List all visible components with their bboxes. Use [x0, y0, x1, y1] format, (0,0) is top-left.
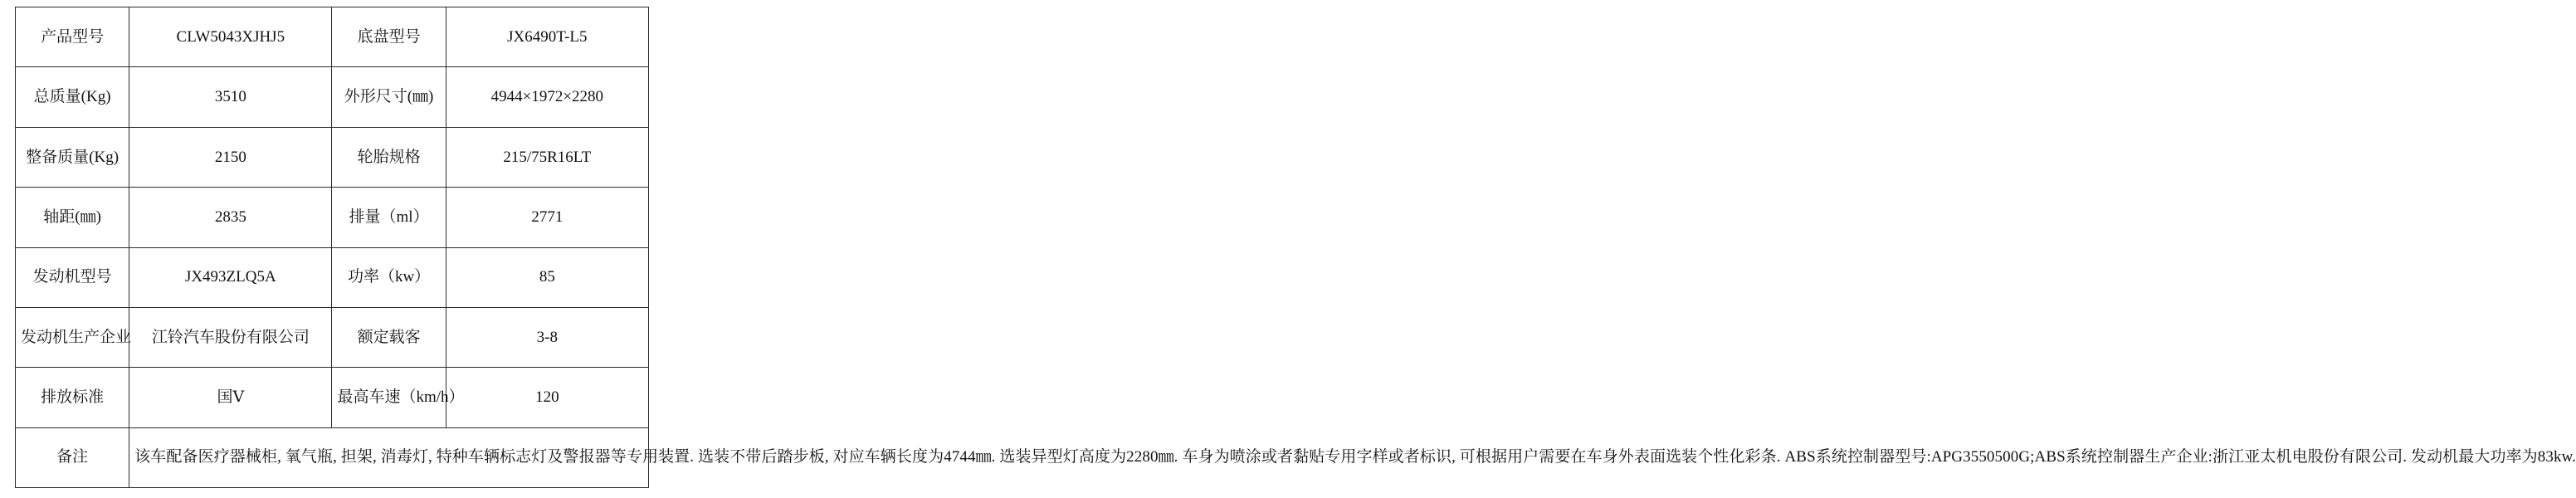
row-label-left: 轴距(㎜)	[16, 188, 129, 247]
row-label-right: 轮胎规格	[332, 127, 446, 187]
row-value-right: 3-8	[446, 307, 648, 367]
row-value-left: 2150	[129, 127, 332, 187]
row-label-right: 外形尺寸(㎜)	[332, 67, 446, 127]
row-label-left: 发动机生产企业	[16, 307, 129, 367]
table-row	[16, 67, 649, 127]
row-value-right: 85	[446, 247, 648, 307]
table-row	[16, 7, 649, 67]
table-row	[16, 188, 649, 247]
remark-text: 该车配备医疗器械柜, 氧气瓶, 担架, 消毒灯, 特种车辆标志灯及警报器等专用装置. 选装不带后踏步板, 对应车辆长度为4744㎜. 选装异型灯高度为2280㎜. 车身为喷涂或者黏贴专用字样或者标识, 可根据用户需要在车身外表面选装个性化彩条. ABS系统控制器型号:APG3550500G;ABS系统控制器生产企业:浙江亚太机电股份有限公司. 发动机最大功率为83kw.	[129, 427, 649, 487]
row-value-right: 2771	[446, 188, 648, 247]
remark-row	[16, 427, 649, 487]
row-value-right: 4944×1972×2280	[446, 67, 648, 127]
row-value-left: 江铃汽车股份有限公司	[129, 307, 332, 367]
row-value-left: JX493ZLQ5A	[129, 247, 332, 307]
row-value-left: 3510	[129, 67, 332, 127]
table-row	[16, 247, 649, 307]
row-label-left: 排放标准	[16, 368, 129, 427]
row-label-right: 最高车速（km/h）	[332, 368, 446, 427]
row-value-left: 国Ⅴ	[129, 368, 332, 427]
row-label-left: 产品型号	[16, 7, 129, 67]
spec-table-body	[16, 7, 2576, 488]
row-label-right: 排量（ml）	[332, 188, 446, 247]
table-row	[16, 127, 649, 187]
row-label-right: 额定载客	[332, 307, 446, 367]
vehicle-spec-table	[15, 7, 2576, 488]
remark-label: 备注	[16, 427, 129, 487]
row-value-right: 120	[446, 368, 648, 427]
row-label-left: 发动机型号	[16, 247, 129, 307]
row-value-right: 215/75R16LT	[446, 127, 648, 187]
table-row	[16, 368, 649, 427]
row-label-right: 底盘型号	[332, 7, 446, 67]
row-label-left: 整备质量(Kg)	[16, 127, 129, 187]
row-value-right: JX6490T-L5	[446, 7, 648, 67]
table-row	[16, 307, 649, 367]
row-label-left: 总质量(Kg)	[16, 67, 129, 127]
row-value-left: CLW5043XJHJ5	[129, 7, 332, 67]
row-value-left: 2835	[129, 188, 332, 247]
row-label-right: 功率（kw）	[332, 247, 446, 307]
